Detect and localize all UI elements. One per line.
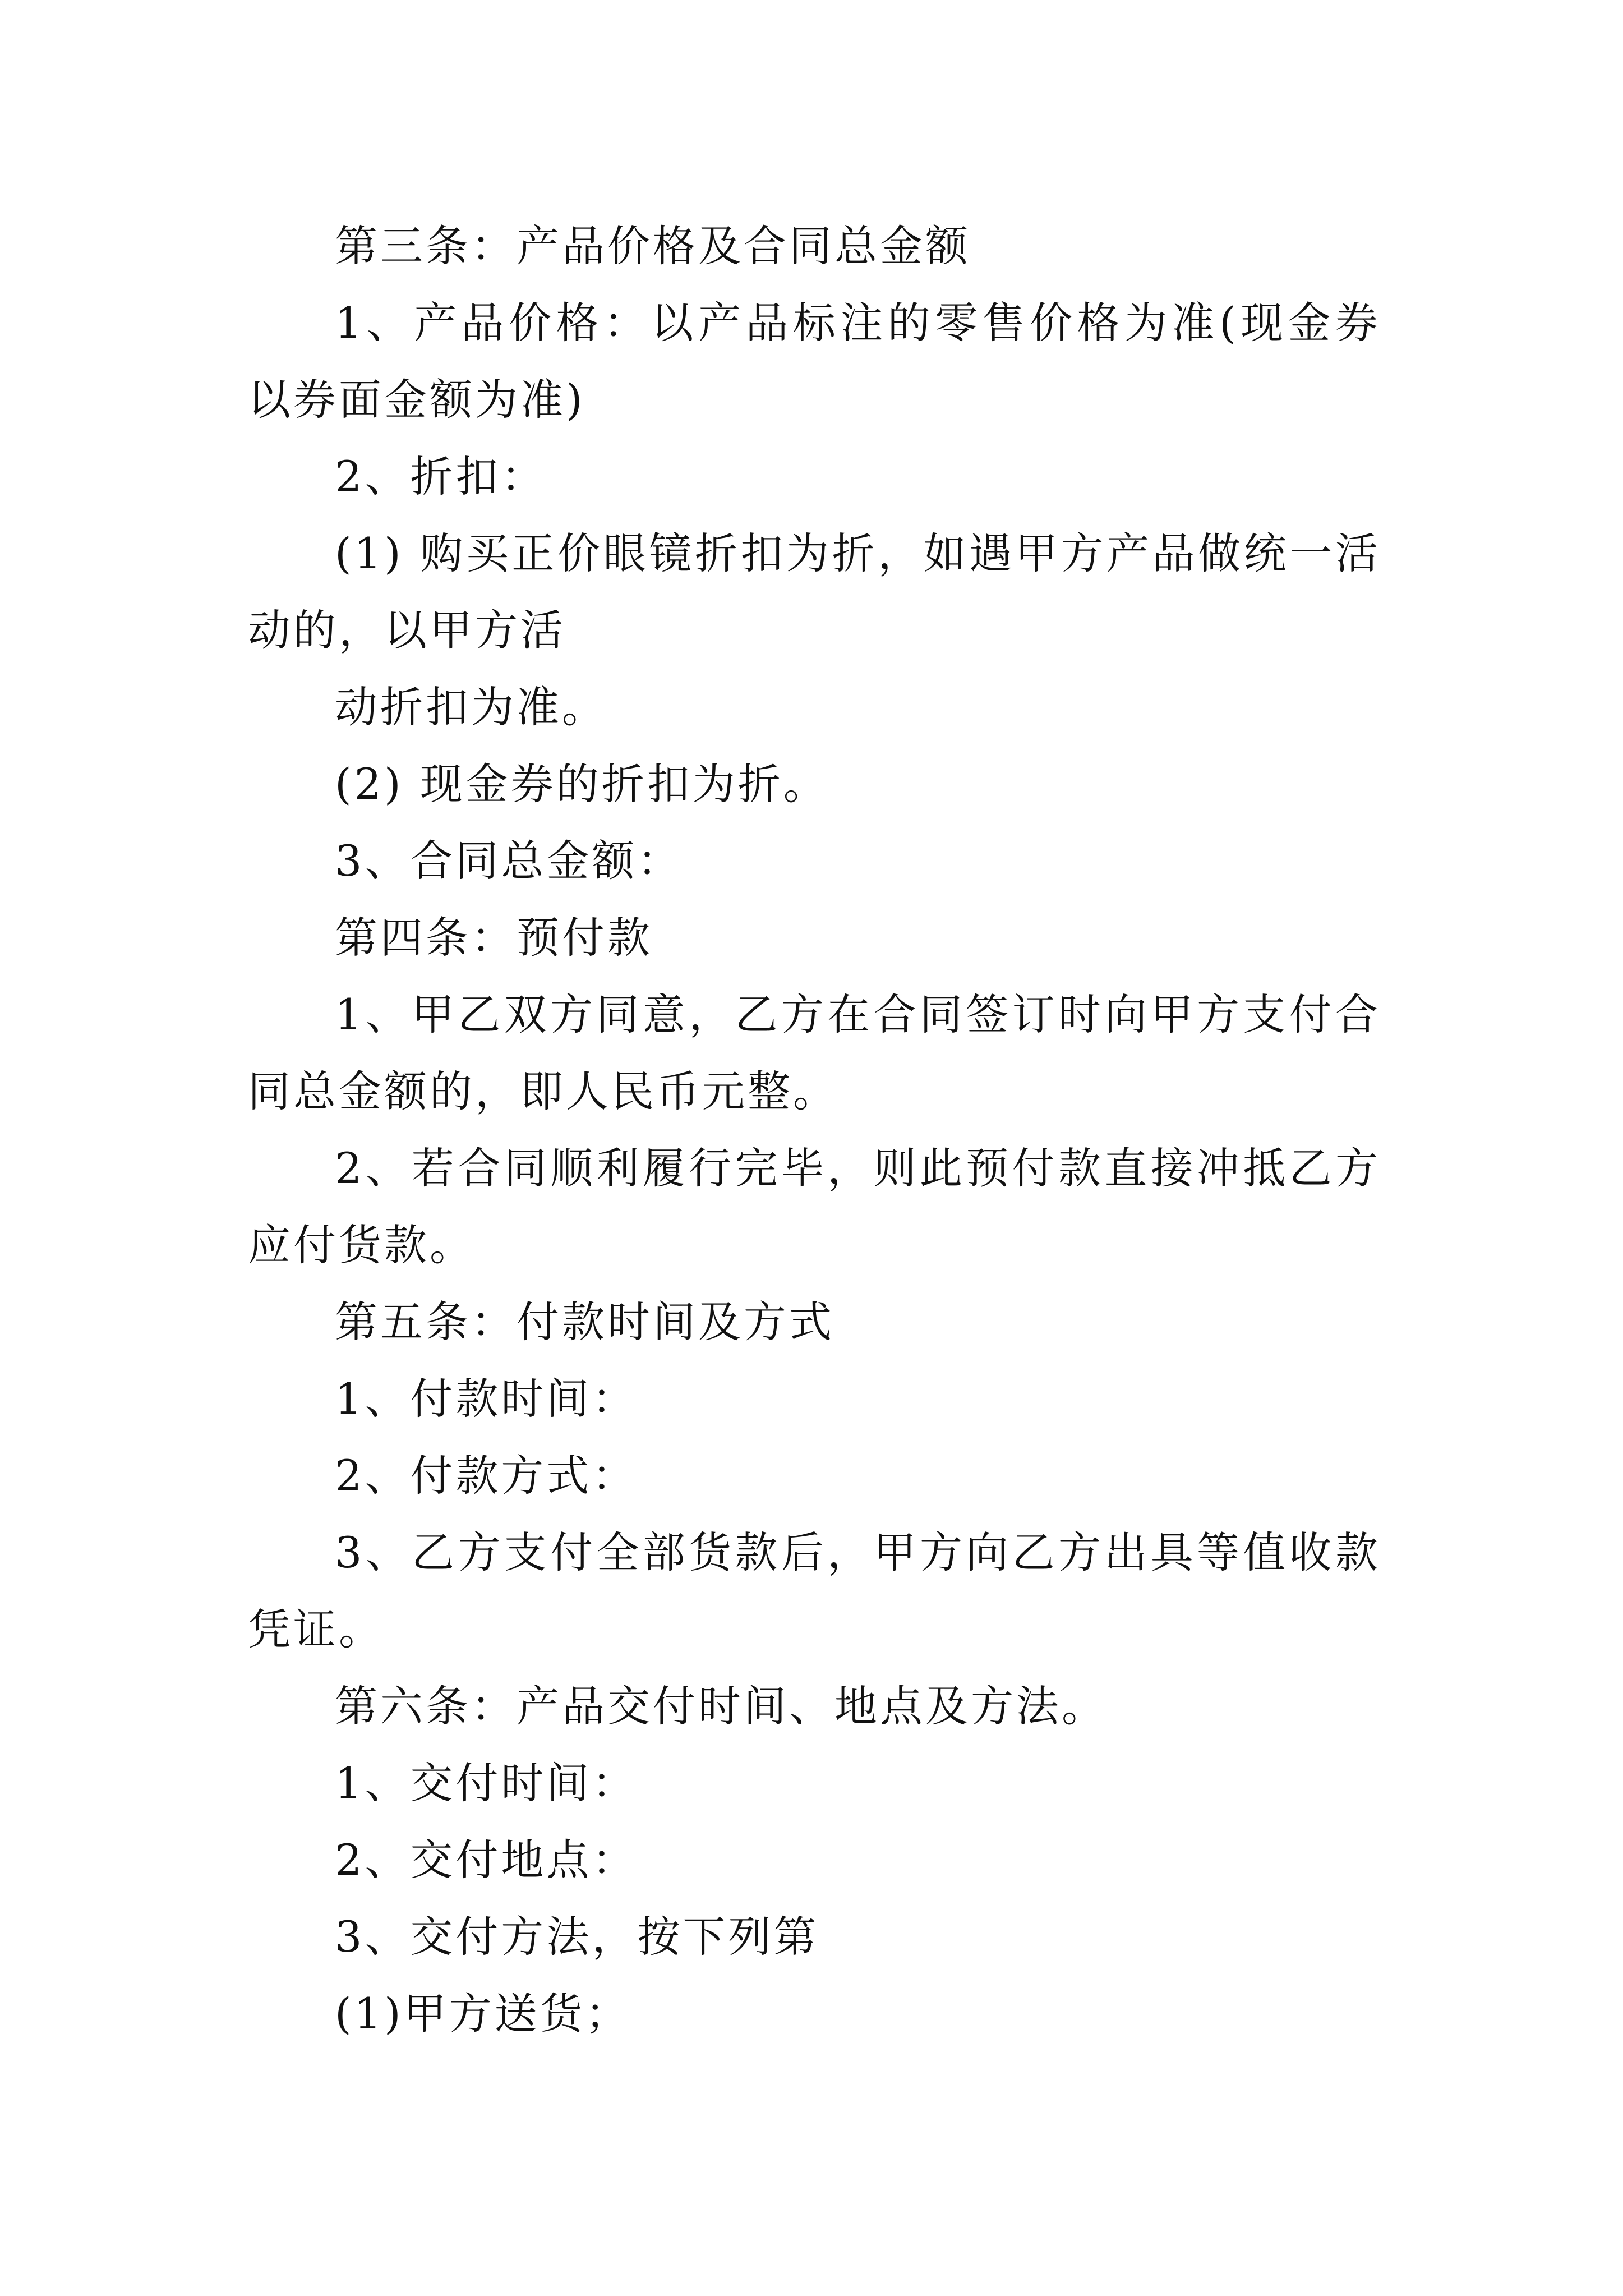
article-5-item-3: 3、乙方支付全部货款后，甲方向乙方出具等值收款凭证。 xyxy=(248,1527,1381,1654)
article-5-heading: 第五条：付款时间及方式 xyxy=(335,1297,834,1347)
article-4-item-2: 2、若合同顺利履行完毕，则此预付款直接冲抵乙方应付货款。 xyxy=(248,1143,1381,1270)
article-6-item-2: 2、交付地点： xyxy=(335,1835,638,1885)
document-body xyxy=(248,208,1381,2052)
article-6-item-3: 3、交付方法，按下列第 xyxy=(335,1912,819,1962)
article-3-item-1: 1、产品价格：以产品标注的零售价格为准(现金券以券面金额为准) xyxy=(248,298,1381,425)
article-3-item-3: 3、合同总金额： xyxy=(335,836,683,886)
article-3-item-2-sub-1-continued: 动折扣为准。 xyxy=(335,682,607,732)
article-4-item-1: 1、甲乙双方同意，乙方在合同签订时向甲方支付合同总金额的，即人民币元整。 xyxy=(248,990,1381,1116)
article-3-item-2: 2、折扣： xyxy=(335,452,547,501)
article-5-item-2: 2、付款方式： xyxy=(335,1451,638,1501)
article-3-item-2-sub-2: (2) 现金券的折扣为折。 xyxy=(335,759,829,809)
article-3-item-2-sub-1: (1) 购买正价眼镜折扣为折，如遇甲方产品做统一活动的，以甲方活 xyxy=(248,528,1381,655)
article-6-item-3-sub-1: (1)甲方送货； xyxy=(335,1989,631,2039)
article-5-item-1: 1、付款时间： xyxy=(335,1374,638,1424)
article-3-heading: 第三条：产品价格及合同总金额 xyxy=(335,221,971,271)
article-6-heading: 第六条：产品交付时间、地点及方法。 xyxy=(335,1681,1107,1731)
article-6-item-1: 1、交付时间： xyxy=(335,1758,638,1808)
article-4-heading: 第四条：预付款 xyxy=(335,913,653,963)
